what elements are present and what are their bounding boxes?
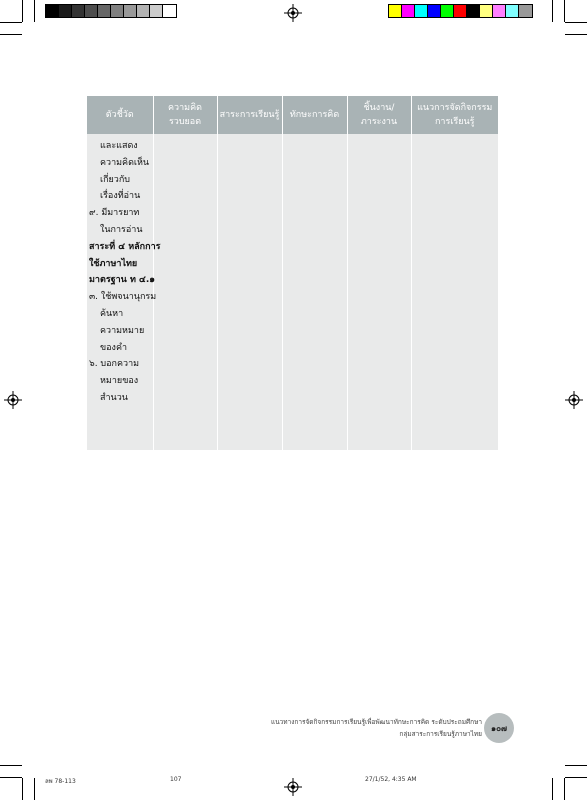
activity-cell [411,134,498,450]
crop-mark [22,0,23,22]
crop-mark [565,34,587,35]
crop-mark [0,22,22,23]
color-swatch [506,5,519,17]
crop-mark [0,34,22,35]
color-swatch [493,5,506,17]
indicator-line: สำนวน [100,392,128,403]
crop-mark [552,778,553,800]
color-swatch [389,5,402,17]
indicator-line: ๓. ใช้พจนานุกรม [89,292,157,303]
color-swatch [124,5,137,17]
learning-activity-table [87,96,498,450]
header-line: สาระการเรียนรู้ [219,110,280,120]
header-content [217,96,282,134]
page-number-badge: ๑๐๗ [484,713,514,743]
crop-mark [552,0,553,22]
workpiece-cell [347,134,411,450]
crop-mark [565,777,587,778]
color-swatch [85,5,98,17]
indicator-line: ๖. บอกความ [89,359,140,370]
indicator-line: เรื่องที่อ่าน [100,191,141,202]
color-swatch [467,5,480,17]
crop-mark [564,0,565,22]
crop-mark [564,778,565,800]
crop-mark [34,0,35,22]
indicator-line: เกี่ยวกับ [100,174,131,185]
slug-timestamp: 27/1/52, 4:35 AM [365,776,417,783]
header-indicator [87,96,153,134]
indicator-line: ในการอ่าน [100,224,143,235]
crop-mark [34,778,35,800]
indicator-line: มาตรฐาน ท ๔.๑ [89,275,155,286]
indicator-line: ๙. มีมารยาท [89,208,140,219]
footer-book-title: แนวทางการจัดกิจกรรมการเรียนรู้เพื่อพัฒนาทักษะการคิด ระดับประถมศึกษา [271,718,482,726]
indicator-line: และแสดง [100,141,138,151]
color-swatch [111,5,124,17]
color-swatch [150,5,163,17]
crop-mark [0,765,22,766]
color-swatch [480,5,493,17]
table-header-row [87,96,498,134]
color-control-bar [388,4,533,18]
indicator-line: สาระที่ ๔ หลักการ [89,241,161,252]
indicator-line: ของคำ [100,342,128,353]
crop-mark [0,777,22,778]
header-line: แนวการจัดกิจกรรม [417,103,493,113]
color-swatch [98,5,111,17]
content-cell [217,134,282,450]
registration-mark-icon [565,391,583,409]
indicator-line: ความคิดเห็น [100,157,150,168]
color-swatch [59,5,72,17]
indicator-line: ความหมาย [100,325,145,336]
slug-page: 107 [170,776,182,783]
crop-mark [565,765,587,766]
header-line: ชิ้นงาน/ [363,103,395,113]
table-row [87,134,498,450]
header-thinking-skill [282,96,347,134]
header-activity-guideline [411,96,498,134]
header-line: ภาระงาน [360,117,398,127]
header-concept [153,96,217,134]
footer-subject: กลุ่มสาระการเรียนรู้ภาษาไทย [399,730,482,738]
thinking-skill-cell [282,134,347,450]
color-swatch [46,5,59,17]
color-swatch [519,5,532,17]
registration-mark-icon [4,391,22,409]
color-swatch [137,5,150,17]
color-swatch [163,5,176,17]
header-line: การเรียนรู้ [434,117,475,127]
slug-job-code: ลพ 78-113 [45,778,76,785]
header-workpiece [347,96,411,134]
header-line: ความคิด [168,103,202,113]
color-swatch [402,5,415,17]
header-line: รวบยอด [168,117,202,127]
indicator-cell [87,134,161,450]
crop-mark [22,778,23,800]
concept-cell [153,134,217,450]
indicator-line: ใช้ภาษาไทย [89,258,138,269]
color-swatch [72,5,85,17]
color-swatch [428,5,441,17]
crop-mark [565,22,587,23]
indicator-line: หมายของ [100,376,139,387]
header-line: ทักษะการคิด [289,110,340,120]
indicator-line: ค้นหา [100,308,124,319]
color-swatch [441,5,454,17]
color-swatch [454,5,467,17]
gray-scale-bar [45,4,177,18]
color-swatch [415,5,428,17]
header-line: ตัวชี้วัด [105,110,134,120]
registration-mark-icon [284,4,302,22]
registration-mark-icon [284,778,302,796]
